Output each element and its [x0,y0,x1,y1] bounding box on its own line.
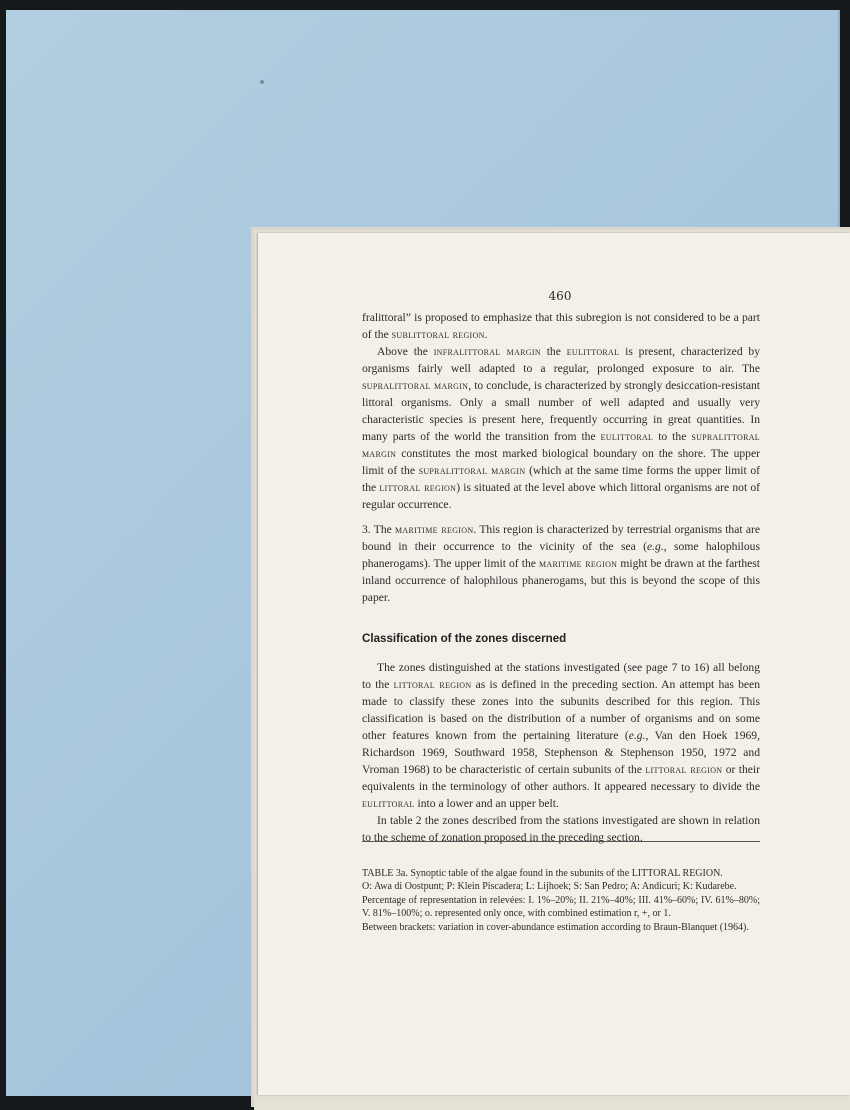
paragraph-table-2-reference: In table 2 the zones described from the stations investigated are shown in relation to the scheme of zonation proposed in the preceding section. [362,814,760,844]
paragraph-fralittoral: fralittoral” is proposed to emphasize that this subregion is not considered to be a part of the sublittoral region. [362,311,760,341]
paragraph-maritime-region: 3. The maritime region. This region is characterized by terrestrial organisms that are bound in their occurrence to the vicinity of the sea (e.g., some halophilous phanerogams). The upper limit of the maritime region might be drawn at the farthest inland occurrence of halophilous phanerogams, but this is beyond the scope of this paper. [362,523,761,604]
horizontal-rule [362,841,760,842]
caption-stations: O: Awa di Oostpunt; P: Klein Piscadera; L: Lijhoek; S: San Pedro; A: Andicuri; K: Kudarebe. [362,881,737,893]
paper-speck [260,80,264,84]
caption-title: TABLE 3a. Synoptic table of the algae found in the subunits of the LITTORAL REGION. [362,868,723,879]
caption-brackets: Between brackets: variation in cover-abundance estimation according to Braun-Blanquet (1964). [362,921,749,933]
page-number: 460 [548,289,572,303]
paragraph-infralittoral-margin: Above the infralittoral margin the eulittoral is present, characterized by organisms fairly well adapted to a regular, prolonged exposure to air. The supralittoral margin, to conclude, is characterized by strongly desiccation-resistant littoral organisms. Only a small number of well adapted and usually very characteristic species is present here, frequently occurring in great quantities. In many parts of the world the transition from the eulittoral to the supralittoral margin constitutes the most marked biological boundary on the shore. The upper limit of the supralittoral margin (which at the same time forms the upper limit of the littoral region) is situated at the level above which littoral organisms are not of regular occurrence. [362,345,761,511]
section-heading: Classification of the zones discerned [362,632,567,645]
document-page [258,233,850,1095]
caption-percentages: Percentage of representation in relevées: I. 1%–20%; II. 21%–40%; III. 41%–60%; IV. 61%–80%; V. 81%–100%; o. represented only once, with combined estimation r, +, or 1. [362,894,760,920]
body-text [362,309,760,846]
table-caption [362,867,760,934]
paragraph-zones-classification: The zones distinguished at the stations investigated (see page 7 to 16) all belong to the littoral region as is defined in the preceding section. An attempt has been made to classify these zones into the subunits described for this region. This classification is based on the distribution of a number of organisms and on some other features known from the pertaining literature (e.g., Van den Hoek 1969, Richardson 1969, Southward 1958, Stephenson & Stephenson 1950, 1972 and Vroman 1968) to be characteristic of certain subunits of the littoral region or their equivalents in the terminology of other authors. It appeared necessary to divide the eulittoral into a lower and an upper belt. [362,661,761,810]
